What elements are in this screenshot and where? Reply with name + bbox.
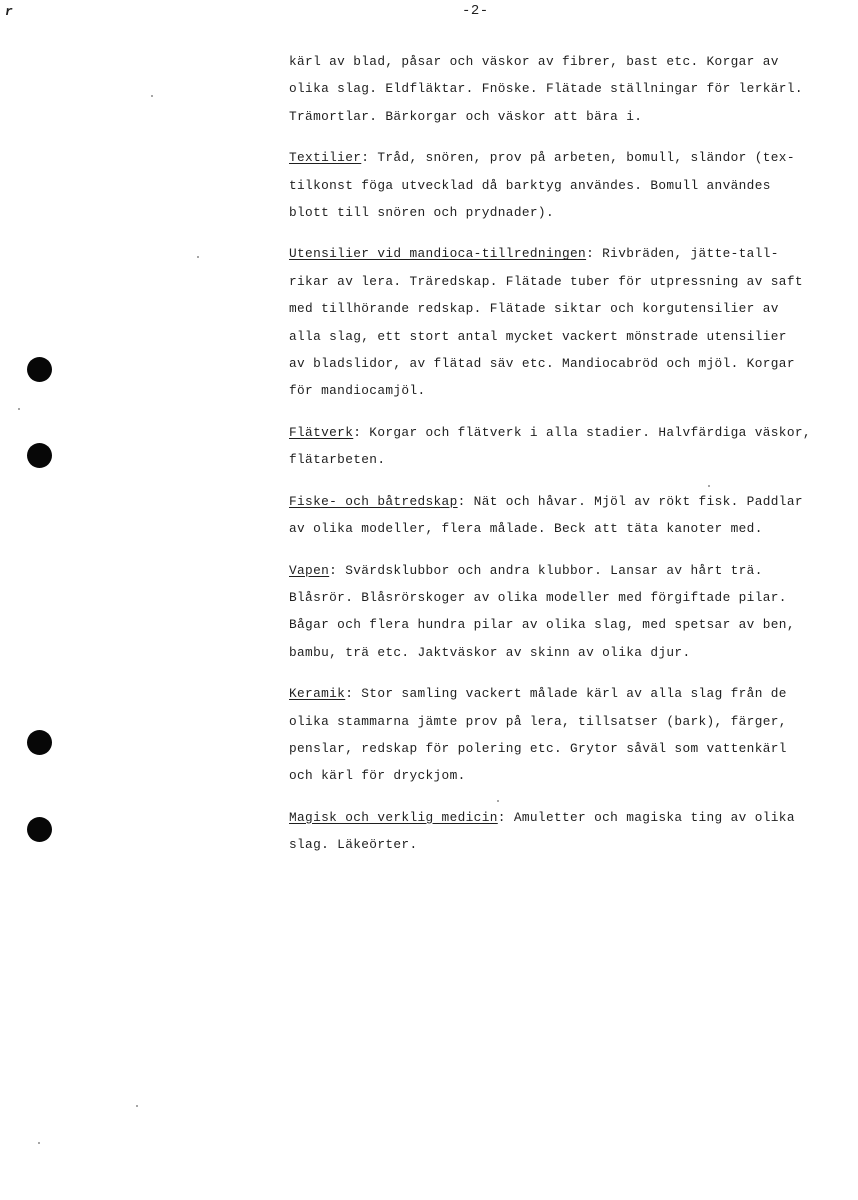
text-line-rest: : Rivbräden, jätte-tall-	[586, 246, 779, 262]
paragraph-flatverk	[289, 419, 849, 474]
text-line: flätarbeten.	[289, 452, 386, 468]
scan-speck	[197, 256, 199, 258]
text-line	[289, 144, 849, 171]
text-line-rest: : Tråd, snören, prov på arbeten, bomull, sländor (tex-	[361, 150, 795, 166]
text-line: Blåsrör. Blåsrörskoger av olika modeller med förgiftade pilar.	[289, 589, 787, 605]
text-line-rest: : Stor samling vackert målade kärl av alla slag från de	[345, 686, 787, 702]
section-heading-flatverk: Flätverk	[289, 424, 354, 440]
body-text	[289, 48, 849, 873]
text-line	[289, 240, 849, 267]
section-heading-vapen: Vapen	[289, 562, 330, 578]
text-line-rest: : Amuletter och magiska ting av olika	[497, 809, 795, 825]
text-line: penslar, redskap för polering etc. Grytor såväl som vattenkärl	[289, 740, 787, 756]
text-line: alla slag, ett stort antal mycket vackert mönstrade utensilier	[289, 328, 787, 344]
section-heading-fiske: Fiske- och båtredskap	[289, 493, 458, 509]
scan-speck	[136, 1105, 138, 1107]
paragraph-textilier	[289, 144, 849, 226]
punch-hole	[27, 357, 52, 382]
text-line: för mandiocamjöl.	[289, 383, 426, 399]
text-line: olika stammarna jämte prov på lera, tillsatser (bark), färger,	[289, 713, 787, 729]
section-heading-keramik: Keramik	[289, 686, 346, 702]
section-heading-utensilier: Utensilier vid mandioca-tillredningen	[289, 246, 587, 262]
page-number: -2-	[462, 3, 489, 19]
punch-hole	[27, 730, 52, 755]
text-line: med tillhörande redskap. Flätade siktar och korgutensilier av	[289, 301, 779, 317]
text-line-rest: : Korgar och flätverk i alla stadier. Halvfärdiga väskor,	[353, 424, 811, 440]
text-line: bambu, trä etc. Jaktväskor av skinn av olika djur.	[289, 644, 691, 660]
paragraph-vapen	[289, 557, 849, 667]
text-line: rikar av lera. Träredskap. Flätade tuber för utpressning av saft	[289, 273, 803, 289]
text-line: tilkonst föga utvecklad då barktyg användes. Bomull användes	[289, 177, 771, 193]
text-line: blott till snören och prydnader).	[289, 205, 554, 221]
text-line: kärl av blad, påsar och väskor av fibrer, bast etc. Korgar av	[289, 54, 779, 69]
text-line: slag. Läkeörter.	[289, 837, 418, 853]
paragraph-fiske	[289, 488, 849, 543]
paragraph-medicin	[289, 804, 849, 859]
scan-speck	[38, 1142, 40, 1144]
text-line: Trämortlar. Bärkorgar och väskor att bära i.	[289, 108, 643, 124]
text-line	[289, 804, 849, 831]
section-heading-textilier: Textilier	[289, 150, 362, 166]
text-line: av bladslidor, av flätad säv etc. Mandiocabröd och mjöl. Korgar	[289, 356, 795, 372]
scan-speck	[151, 95, 153, 97]
section-heading-medicin: Magisk och verklig medicin	[289, 809, 498, 825]
text-line	[289, 419, 849, 446]
paragraph-utensilier	[289, 240, 849, 404]
punch-hole	[27, 443, 52, 468]
corner-mark: r	[3, 4, 15, 19]
text-line: av olika modeller, flera målade. Beck att täta kanoter med.	[289, 521, 763, 537]
text-line: olika slag. Eldfläktar. Fnöske. Flätade ställningar för lerkärl.	[289, 81, 803, 97]
text-line: och kärl för dryckjom.	[289, 768, 466, 784]
paragraph-intro	[289, 48, 849, 130]
text-line-rest: : Svärdsklubbor och andra klubbor. Lansar av hårt trä.	[329, 562, 763, 578]
text-line	[289, 488, 849, 515]
text-line	[289, 680, 849, 707]
punch-hole	[27, 817, 52, 842]
text-line-rest: : Nät och håvar. Mjöl av rökt fisk. Paddlar	[457, 493, 803, 509]
scan-speck	[18, 408, 20, 410]
text-line: Bågar och flera hundra pilar av olika slag, med spetsar av ben,	[289, 617, 795, 633]
paragraph-keramik	[289, 680, 849, 790]
text-line	[289, 557, 849, 584]
